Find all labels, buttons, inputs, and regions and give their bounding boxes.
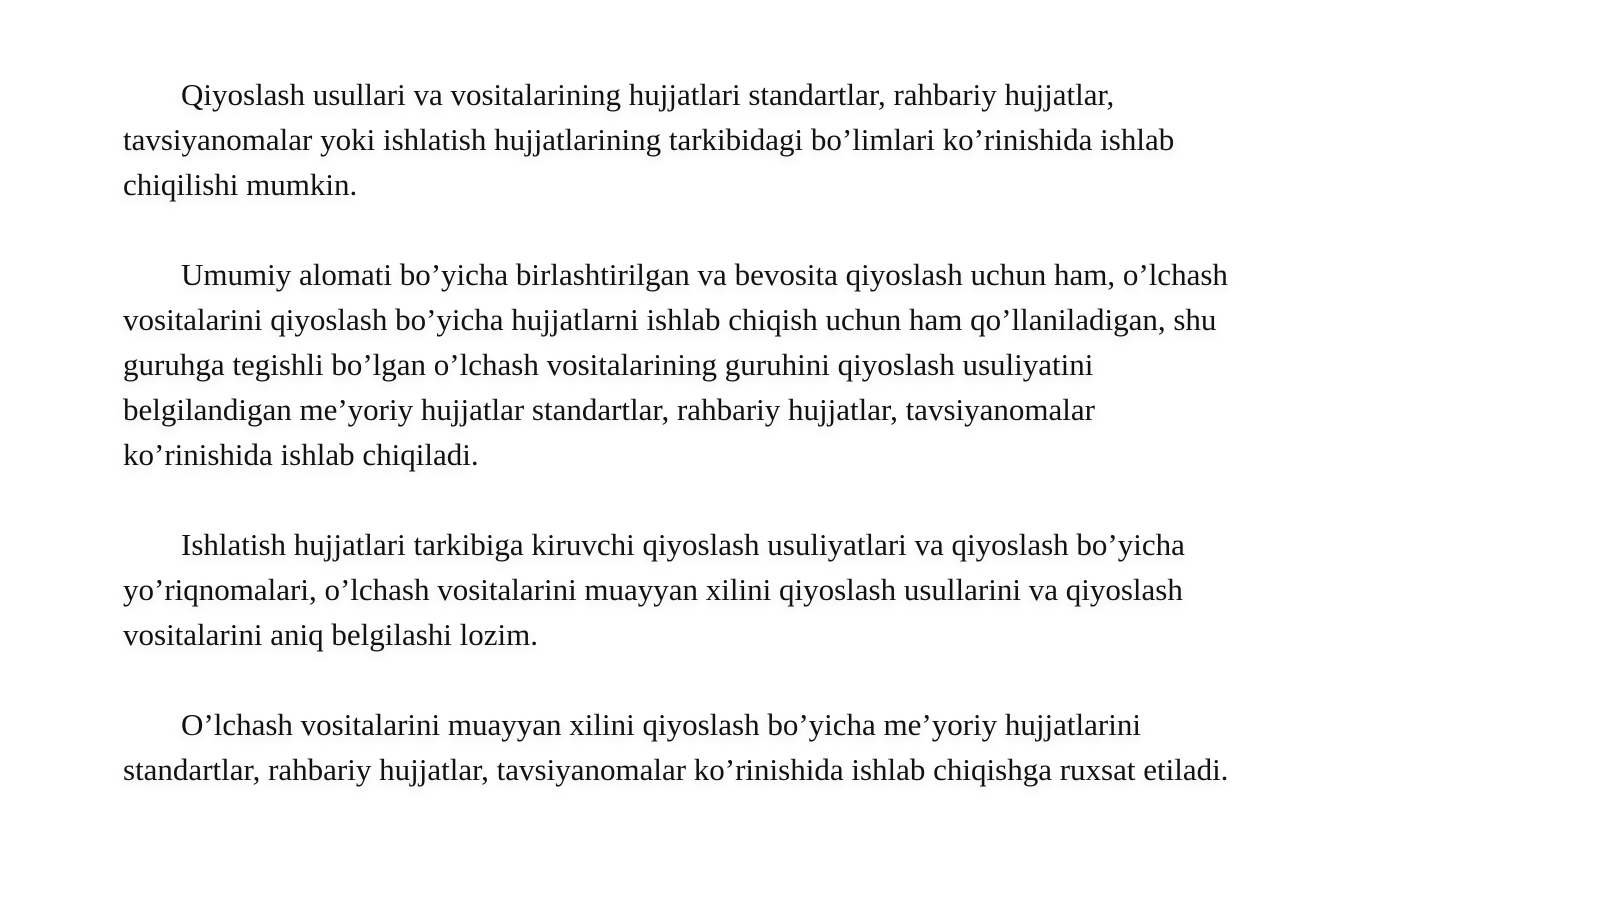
paragraph-3 xyxy=(123,522,1323,657)
paragraph-4 xyxy=(123,702,1323,792)
paragraph-line: tavsiyanomalar yoki ishlatish hujjatlarining tarkibidagi bo’limlari ko’rinishida ishlab xyxy=(123,122,1175,157)
paragraph-line: Umumiy alomati bo’yicha birlashtirilgan va bevosita qiyoslash uchun ham, o’lchash xyxy=(181,257,1228,292)
paragraph-1 xyxy=(123,72,1323,207)
paragraph-line: vositalarini aniq belgilashi lozim. xyxy=(123,617,538,652)
paragraph-line: vositalarini qiyoslash bo’yicha hujjatlarni ishlab chiqish uchun ham qo’llaniladigan, shu xyxy=(123,302,1217,337)
paragraph-line: yo’riqnomalari, o’lchash vositalarini muayyan xilini qiyoslash usullarini va qiyoslash xyxy=(123,572,1183,607)
paragraph-line: standartlar, rahbariy hujjatlar, tavsiyanomalar ko’rinishida ishlab chiqishga ruxsat etiladi. xyxy=(123,752,1229,787)
document-body xyxy=(123,72,1323,792)
paragraph-line: ko’rinishida ishlab chiqiladi. xyxy=(123,437,479,472)
paragraph-line: guruhga tegishli bo’lgan o’lchash vositalarining guruhini qiyoslash usuliyatini xyxy=(123,347,1094,382)
paragraph-line: belgilandigan me’yoriy hujjatlar standartlar, rahbariy hujjatlar, tavsiyanomalar xyxy=(123,392,1095,427)
paragraph-line: chiqilishi mumkin. xyxy=(123,167,358,202)
paragraph-line: Qiyoslash usullari va vositalarining hujjatlari standartlar, rahbariy hujjatlar, xyxy=(181,77,1115,112)
paragraph-2 xyxy=(123,252,1323,477)
paragraph-line: O’lchash vositalarini muayyan xilini qiyoslash bo’yicha me’yoriy hujjatlarini xyxy=(181,707,1141,742)
paragraph-line: Ishlatish hujjatlari tarkibiga kiruvchi qiyoslash usuliyatlari va qiyoslash bo’yicha xyxy=(181,527,1185,562)
